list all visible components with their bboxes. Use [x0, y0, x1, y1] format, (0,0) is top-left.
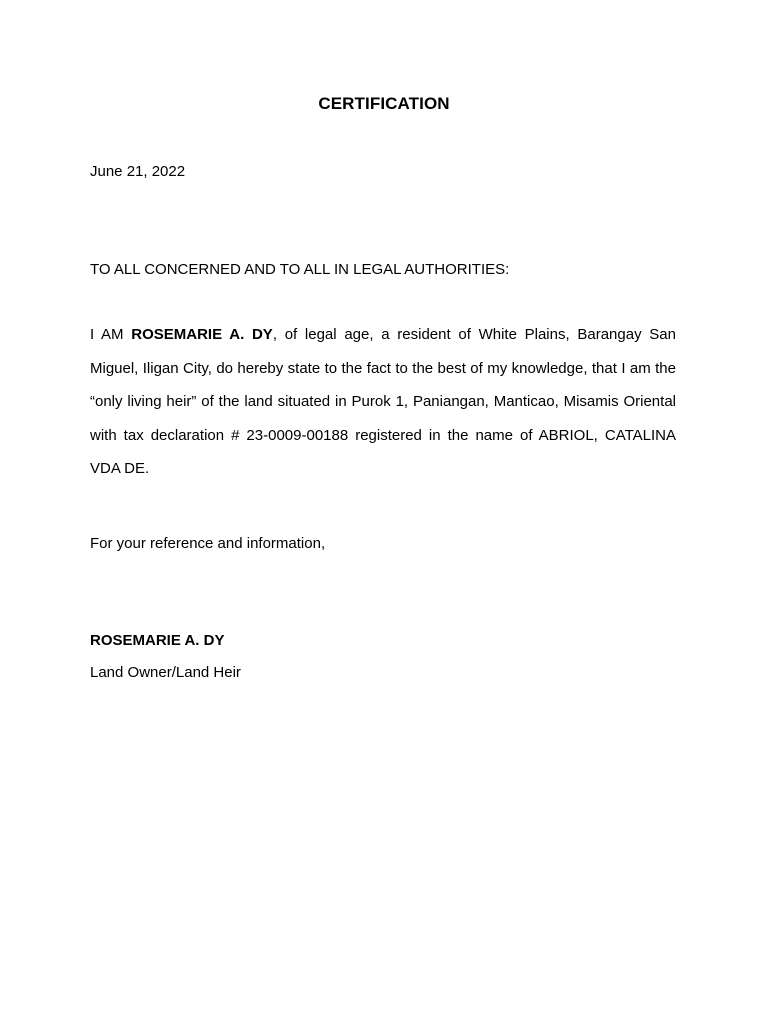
closing-line: For your reference and information,	[90, 535, 326, 552]
document-title: CERTIFICATION	[318, 94, 450, 113]
document-date: June 21, 2022	[90, 163, 186, 180]
body-declarant-name: ROSEMARIE A. DY	[131, 326, 273, 343]
certification-body	[90, 318, 676, 486]
signatory-title: Land Owner/Land Heir	[90, 664, 241, 681]
signatory-name: ROSEMARIE A. DY	[90, 632, 225, 649]
body-statement: , of legal age, a resident of White Plains, Barangay San Miguel, Iligan City, do hereby state to the fact to the best of my knowledge, that I am the “only living heir” of the land situated in Purok 1, Paniangan, Manticao, Misamis Oriental with tax declaration # 23-0009-00188 registered in the name of ABRIOL, CATALINA VDA DE.	[90, 326, 676, 477]
salutation: TO ALL CONCERNED AND TO ALL IN LEGAL AUTHORITIES:	[90, 261, 510, 278]
body-prefix: I AM	[90, 326, 132, 343]
